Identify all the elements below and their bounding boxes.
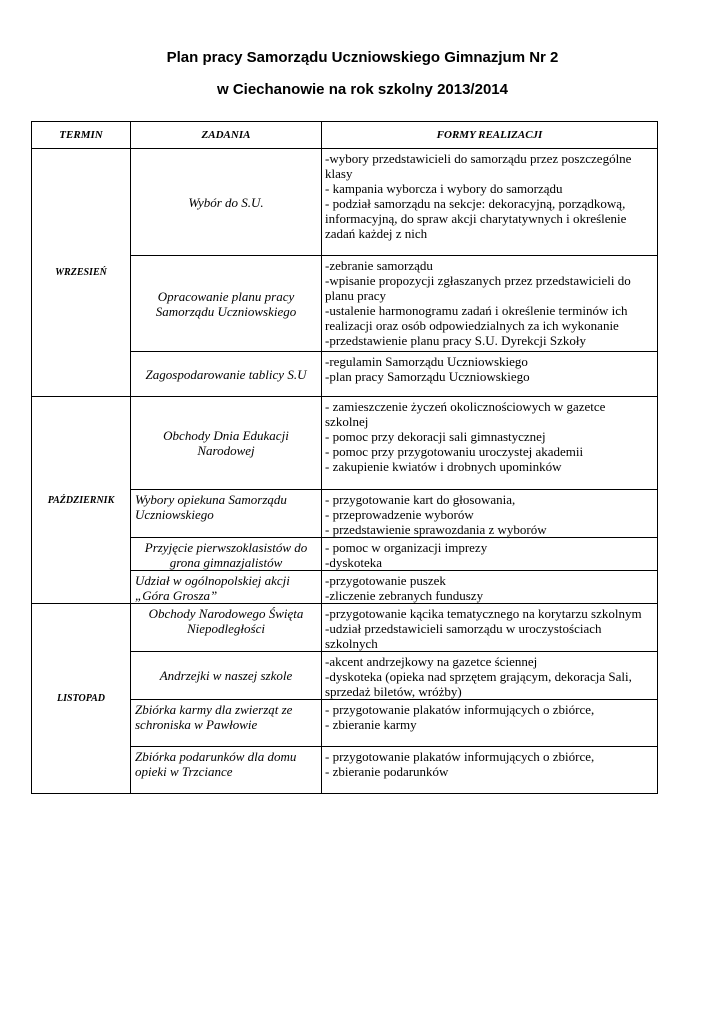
forms-line: informacyjną, do spraw akcji charytatywnych i określenie <box>325 211 627 226</box>
forms-cell <box>322 256 658 352</box>
forms-line: -akcent andrzejkowy na gazetce ściennej <box>325 654 538 669</box>
table-header-row <box>32 122 658 149</box>
forms-cell <box>322 571 658 604</box>
forms-line: - przeprowadzenie wyborów <box>325 507 474 522</box>
task-cell: Andrzejki w naszej szkole <box>131 652 322 700</box>
document-title-line-1: Plan pracy Samorządu Uczniowskiego Gimnazjum Nr 2 <box>166 49 559 66</box>
column-header-formy-realizacji: FORMY REALIZACJI <box>322 122 658 149</box>
forms-line: -ustalenie harmonogramu zadań i określenie terminów ich <box>325 303 628 318</box>
forms-line: - pomoc przy przygotowaniu uroczystej akademii <box>325 444 584 459</box>
task-cell: Obchody Dnia Edukacji Narodowej <box>131 397 322 490</box>
column-header-termin: TERMIN <box>32 122 131 149</box>
table-row <box>32 397 658 490</box>
forms-line: -regulamin Samorządu Uczniowskiego <box>325 354 528 369</box>
term-cell-pazdziernik: PAŹDZIERNIK <box>32 397 131 604</box>
forms-cell <box>322 652 658 700</box>
forms-line: - przygotowanie plakatów informujących o zbiórce, <box>325 749 595 764</box>
forms-line: szkolnej <box>325 414 369 429</box>
forms-line: -przygotowanie puszek <box>325 573 446 588</box>
forms-line: - zakupienie kwiatów i drobnych upominków <box>325 459 562 474</box>
forms-line: - podział samorządu na sekcje: dekoracyjną, porządkową, <box>325 196 626 211</box>
forms-line: realizacji oraz osób odpowiedzialnych za ich wykonanie <box>325 318 619 333</box>
forms-line: - zbieranie karmy <box>325 717 417 732</box>
forms-cell <box>322 490 658 538</box>
forms-line: - przedstawienie sprawozdania z wyborów <box>325 522 547 537</box>
table-row <box>32 604 658 652</box>
forms-cell <box>322 747 658 794</box>
forms-cell <box>322 149 658 256</box>
task-cell: Zbiórka karmy dla zwierząt ze schroniska w Pawłowie <box>131 700 322 747</box>
forms-line: -przedstawienie planu pracy S.U. Dyrekcji Szkoły <box>325 333 587 348</box>
forms-cell <box>322 538 658 571</box>
forms-line: -wybory przedstawicieli do samorządu przez poszczególne <box>325 151 632 166</box>
term-cell-wrzesien: WRZESIEŃ <box>32 149 131 397</box>
column-header-zadania: ZADANIA <box>131 122 322 149</box>
task-cell: Wybory opiekuna Samorządu Uczniowskiego <box>131 490 322 538</box>
forms-line: zadań każdej z nich <box>325 226 428 241</box>
forms-line: - przygotowanie kart do głosowania, <box>325 492 516 507</box>
task-cell: Opracowanie planu pracy Samorządu Uczniowskiego <box>131 256 322 352</box>
forms-line: -zliczenie zebranych funduszy <box>325 588 484 603</box>
forms-line: sprzedaż biletów, wróżby) <box>325 684 462 699</box>
forms-line: - kampania wyborcza i wybory do samorządu <box>325 181 563 196</box>
forms-cell <box>322 352 658 397</box>
forms-line: - zbieranie podarunków <box>325 764 449 779</box>
document-title-line-2: w Ciechanowie na rok szkolny 2013/2014 <box>217 81 508 98</box>
forms-line: - pomoc w organizacji imprezy <box>325 540 488 555</box>
task-cell: Udział w ogólnopolskiej akcji „Góra Grosza” <box>131 571 322 604</box>
forms-line: -plan pracy Samorządu Uczniowskiego <box>325 369 530 384</box>
forms-line: -udział przedstawicieli samorządu w uroczystościach <box>325 621 602 636</box>
forms-line: - zamieszczenie życzeń okolicznościowych w gazetce <box>325 399 606 414</box>
work-plan-table <box>31 121 658 794</box>
forms-line: -przygotowanie kącika tematycznego na korytarzu szkolnym <box>325 606 642 621</box>
forms-cell <box>322 700 658 747</box>
forms-line: - pomoc przy dekoracji sali gimnastycznej <box>325 429 546 444</box>
term-cell-listopad: LISTOPAD <box>32 604 131 794</box>
task-cell: Przyjęcie pierwszoklasistów do grona gimnazjalistów <box>131 538 322 571</box>
task-cell: Zbiórka podarunków dla domu opieki w Trzciance <box>131 747 322 794</box>
forms-cell <box>322 604 658 652</box>
task-cell: Wybór do S.U. <box>131 149 322 256</box>
forms-line: -dyskoteka (opieka nad sprzętem grającym, dekoracja Sali, <box>325 669 632 684</box>
task-cell: Obchody Narodowego Święta Niepodległości <box>131 604 322 652</box>
task-cell: Zagospodarowanie tablicy S.U <box>131 352 322 397</box>
forms-line: szkolnych <box>325 636 378 651</box>
forms-line: - przygotowanie plakatów informujących o zbiórce, <box>325 702 595 717</box>
forms-line: planu pracy <box>325 288 387 303</box>
table-row <box>32 149 658 256</box>
forms-line: -dyskoteka <box>325 555 383 570</box>
forms-line: klasy <box>325 166 353 181</box>
forms-line: -zebranie samorządu <box>325 258 433 273</box>
forms-cell <box>322 397 658 490</box>
forms-line: -wpisanie propozycji zgłaszanych przez przedstawicieli do <box>325 273 631 288</box>
